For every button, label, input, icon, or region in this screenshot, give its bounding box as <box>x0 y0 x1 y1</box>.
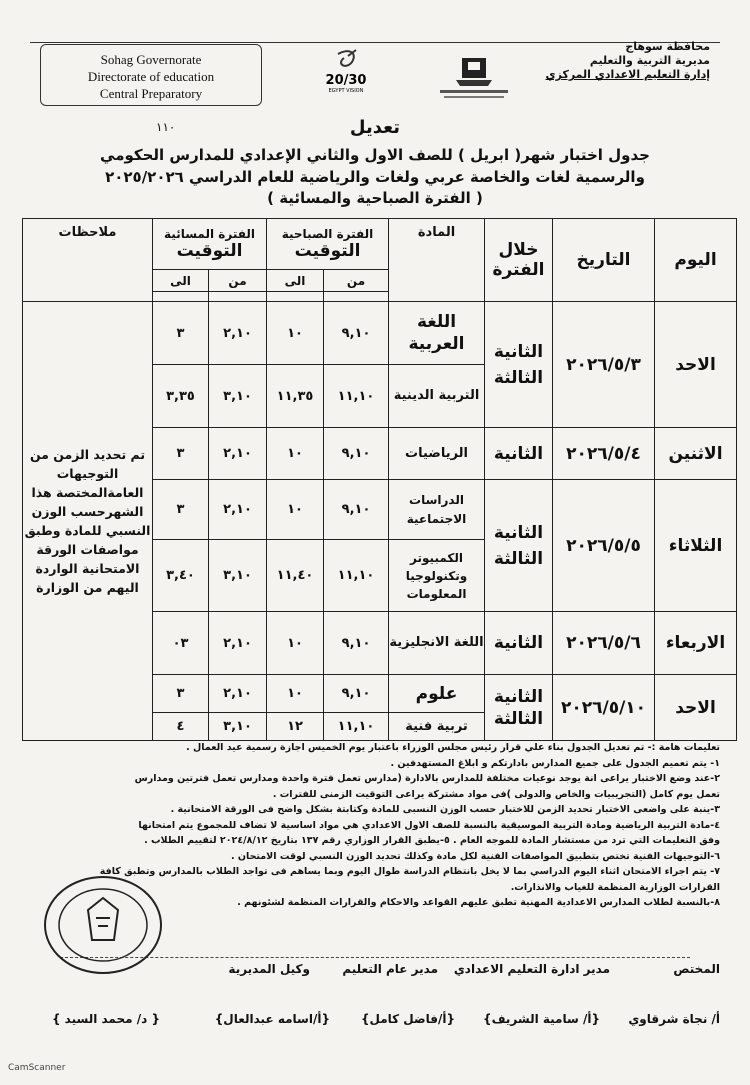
name-d: { د/ محمد السيد } <box>51 1012 160 1026</box>
role-gm: مدير عام التعليم <box>342 962 438 976</box>
title-line3: ( الفترة الصباحية والمسائية ) <box>267 189 483 207</box>
header-evening-cell <box>153 219 267 270</box>
notes-cell: تم تحديد الزمن من التوجيهات العامةالمختصة هذا الشهرحسب الوزن النسبي للمادة وطبق مواصفات الورقة الامتحانية الواردة اليهم من الوزارة <box>23 302 153 741</box>
header-evening: الفترة المسائية <box>164 227 255 241</box>
row3-s2-e-to: ٣,٤٠ <box>153 540 209 612</box>
row4-subject1: اللغة الانجليزية <box>389 612 485 675</box>
row3-subject1: الدراسات الاجتماعية <box>389 480 485 540</box>
instruction-8: ٧- يتم اجراء الامتحان اثناء اليوم الدراسي بما لا يخل بانتظام الدراسة طوال اليوم وبما يساهم فى تواجد الطلاب بالمدارس وتطبق كافة <box>99 866 720 877</box>
name-c: {أ/اسامه عبدالعال} <box>214 1012 330 1026</box>
instruction-10: ٨-بالنسبة لطلاب المدارس الاعدادية المهنية تطبق عليهم القواعد والاحكام والقرارات المنظمة لشئونهم . <box>237 897 720 908</box>
row3-date: ٢٠٢٦/٥/٥ <box>553 480 655 612</box>
title-line1: جدول اختبار شهر( ابريل ) للصف الاول والثاني الإعدادي للمدارس الحكومي <box>100 146 650 164</box>
row4-s1-e-from: ٢,١٠ <box>209 612 267 675</box>
row4-s1-m-from: ٩,١٠ <box>324 612 389 675</box>
row1-s2-e-to: ٣,٣٥ <box>153 365 209 428</box>
row5-s1-m-to: ١٠ <box>267 675 324 713</box>
instruction-5: ٤-مادة التربية الرياضية ومادة التربية الموسيقية بالنسبة للصف الاول الاعدادي هي مواد اساسية لا تضاف للمجموع يتم امتحانها <box>138 819 720 831</box>
row1-s1-m-from: ٩,١٠ <box>324 302 389 365</box>
row2-s1-e-from: ٢,١٠ <box>209 428 267 480</box>
row1-subject2: التربية الدينية <box>389 365 485 428</box>
instruction-3: تعمل يوم كامل (التجريبيات والخاص والدولى )فى مواد مشتركة يراعى التوقيت الزمنى للفترات . <box>272 788 720 800</box>
row1-subject1: اللغة العربية <box>389 302 485 365</box>
title-line2: والرسمية لغات والخاصة عربي ولغات والرياضية للعام الدراسي ٢٠٢٥/٢٠٢٦ <box>105 168 645 186</box>
role-manager: مدير ادارة التعليم الاعدادي <box>453 962 610 976</box>
row1-day: الاحد <box>655 302 737 428</box>
header-notes: ملاحظات <box>23 219 153 302</box>
row2-s1-m-from: ٩,١٠ <box>324 428 389 480</box>
header-date: التاريخ <box>553 219 655 302</box>
row4-period: الثانية <box>485 612 553 675</box>
handwritten-number: ١١٠ <box>156 120 176 134</box>
row5-subject2: تربية فنية <box>389 713 485 741</box>
role-deputy: وكيل المديرية <box>228 962 310 976</box>
header-morning-cell <box>267 219 389 270</box>
instruction-4: ٣-ينبة على واضعى الاختبار تحديد الزمن للاختبار حسب الوزن النسبى للمادة وكتابتة بشكل واضح فى الورقة الامتحانية . <box>170 804 720 815</box>
exam-schedule-table <box>22 218 737 741</box>
row3-day: الثلاثاء <box>655 480 737 612</box>
row5-date: ٢٠٢٦/٥/١٠ <box>553 675 655 741</box>
vision-sub: EGYPT VISION <box>328 88 364 94</box>
row1-s2-m-from: ١١,١٠ <box>324 365 389 428</box>
row3-s2-e-from: ٣,١٠ <box>209 540 267 612</box>
row1-s1-e-from: ٢,١٠ <box>209 302 267 365</box>
official-stamp <box>38 870 168 980</box>
header-ar-line3: إدارة التعليم الاعدادي المركزي <box>545 68 710 81</box>
header-subject: المادة <box>389 219 485 302</box>
row3-s1-m-from: ٩,١٠ <box>324 480 389 540</box>
header-morning-timing: التوقيت <box>294 241 361 261</box>
row4-date: ٢٠٢٦/٥/٦ <box>553 612 655 675</box>
row1-s2-m-to: ١١,٣٥ <box>267 365 324 428</box>
row1-date: ٢٠٢٦/٥/٣ <box>553 302 655 428</box>
header-m-from: من <box>324 270 389 292</box>
header-en-line2: Directorate of education <box>87 69 215 84</box>
title-amendment: تعديل <box>349 117 401 138</box>
row3-s1-e-from: ٢,١٠ <box>209 480 267 540</box>
header-evening-timing: التوقيت <box>176 241 243 261</box>
row1-period: الثانية الثالثة <box>485 302 553 428</box>
row3-s1-e-to: ٣ <box>153 480 209 540</box>
row2-s1-m-to: ١٠ <box>267 428 324 480</box>
egypt-vision-logo <box>318 48 374 94</box>
instruction-2: ٢-عند وضع الاختبار يراعى انة يوجد نوعيات مختلفة للمدارس بالادارة (مدارس تعمل فترة واحدة ومدارس تعمل فترتين ومدارس <box>134 773 720 784</box>
row3-period: الثانية الثالثة <box>485 480 553 612</box>
instruction-0: تعليمات هامة :- تم تعديل الجدول بناء علي قرار رئيس مجلس الوزراء باعتبار يوم الخميس اجازة رسمية عيد العمال . <box>186 742 720 753</box>
header-m-to: الى <box>267 270 324 292</box>
row5-s2-m-from: ١١,١٠ <box>324 713 389 741</box>
row5-day: الاحد <box>655 675 737 741</box>
row5-s1-m-from: ٩,١٠ <box>324 675 389 713</box>
header-day: اليوم <box>655 219 737 302</box>
instruction-6: وفق التعليمات التي ترد من مستشار المادة للموجه العام . ٥-يطبق القرار الوزاري رقم ١٣٧ بتاريخ ٢٠٢٤/٨/١٢ لتقييم الطلاب . <box>144 835 720 846</box>
header-e-from: من <box>209 270 267 292</box>
row4-s1-e-to: ٠٣ <box>153 612 209 675</box>
row2-s1-e-to: ٣ <box>153 428 209 480</box>
header-ar-line2: مديرية التربية والتعليم <box>589 54 710 67</box>
instruction-1: ١- يتم تعميم الجدول على جميع المدارس بادارتكم و ابلاغ المستهدفين . <box>390 757 720 769</box>
header-english-box <box>40 44 262 106</box>
instruction-7: ٦-التوجيهات الفنية تختص بتطبيق المواصفات الفنية لكل مادة وكذلك تحديد الوزن النسبي لوقت الامتحان . <box>230 850 720 862</box>
instruction-9: القرارات الوزارية المنظمة للغياب والانذارات. <box>510 881 720 893</box>
name-specialist: أ/ نجاة شرقاوي <box>628 1012 720 1026</box>
name-a: {أ/ سامية الشريف} <box>483 1012 600 1026</box>
header-en-line1: Sohag Governorate <box>100 52 202 67</box>
row1-s2-e-from: ٣,١٠ <box>209 365 267 428</box>
row4-day: الاربعاء <box>655 612 737 675</box>
row5-subject1: علوم <box>389 675 485 713</box>
header-period: خلال الفترة <box>485 219 553 302</box>
header-morning: الفترة الصباحية <box>281 227 374 241</box>
row2-subject1: الرياضيات <box>389 428 485 480</box>
row5-s1-e-to: ٣ <box>153 675 209 713</box>
row4-s1-m-to: ١٠ <box>267 612 324 675</box>
row3-s2-m-to: ١١,٤٠ <box>267 540 324 612</box>
role-specialist: المختص <box>673 962 720 976</box>
row3-s1-m-to: ١٠ <box>267 480 324 540</box>
row1-s1-m-to: ١٠ <box>267 302 324 365</box>
row2-date: ٢٠٢٦/٥/٤ <box>553 428 655 480</box>
row3-s2-m-from: ١١,١٠ <box>324 540 389 612</box>
row2-period: الثانية <box>485 428 553 480</box>
row1-s1-e-to: ٣ <box>153 302 209 365</box>
row2-day: الاثنين <box>655 428 737 480</box>
row5-s1-e-from: ٢,١٠ <box>209 675 267 713</box>
vision-label: 20/30 <box>325 73 367 88</box>
name-b: {أ/فاضل كامل} <box>360 1012 455 1026</box>
row5-s2-m-to: ١٢ <box>267 713 324 741</box>
row3-subject2: الكمبيوتر وتكنولوجيا المعلومات <box>389 540 485 612</box>
header-ar-line1: محافظة سوهاج <box>625 40 710 53</box>
table-row <box>23 302 737 365</box>
row5-period: الثانية الثالثة <box>485 675 553 741</box>
header-e-to: الى <box>153 270 209 292</box>
row5-s2-e-from: ٣,١٠ <box>209 713 267 741</box>
scanner-watermark: CamScanner <box>8 1063 66 1073</box>
header-arabic-block <box>490 40 710 82</box>
header-en-line3: Central Preparatory <box>99 86 203 101</box>
row5-s2-e-to: ٤ <box>153 713 209 741</box>
